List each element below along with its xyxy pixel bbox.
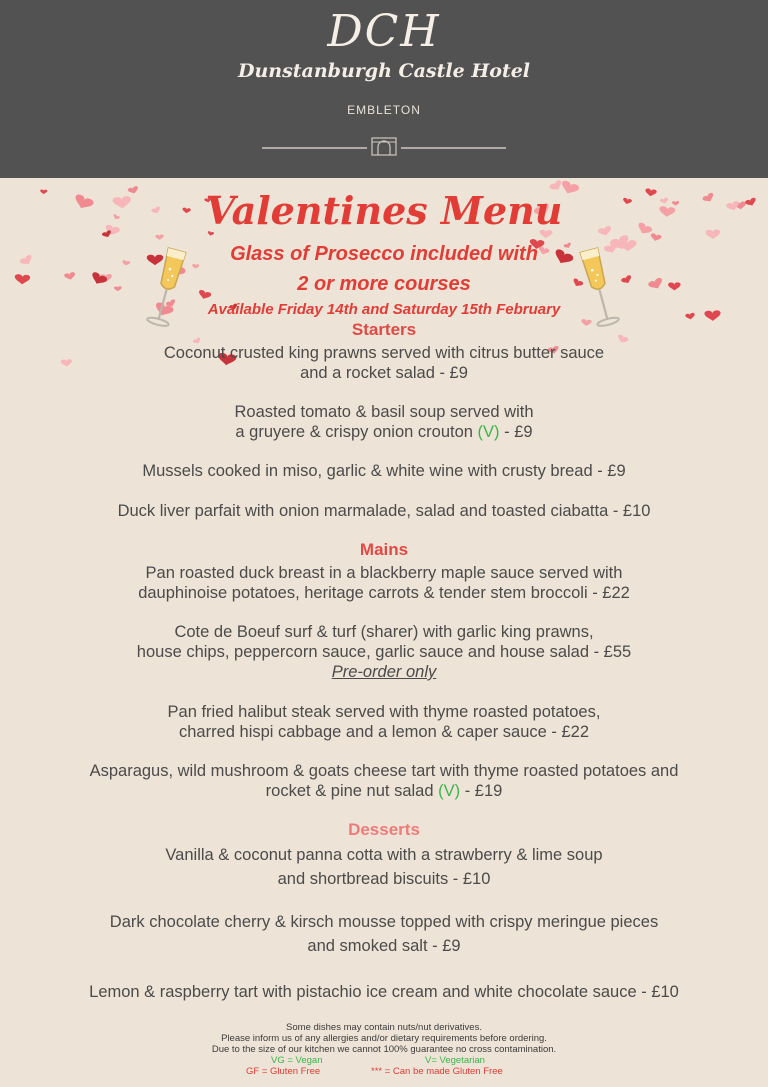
dish-line: Dark chocolate cherry & kirsch mousse topped with crispy meringue pieces [109, 913, 659, 931]
prosecco-offer-line-2: 2 or more courses [297, 273, 471, 295]
hotel-name: Dunstanburgh Castle Hotel [237, 60, 531, 82]
heart-icon [650, 233, 662, 242]
heart-icon [155, 234, 164, 240]
main-item [0, 761, 768, 801]
starter-item [0, 343, 768, 383]
availability-dates: Available Friday 14th and Saturday 15th February [207, 301, 561, 318]
dessert-item [0, 982, 768, 1002]
vegetarian-key: V= Vegetarian [425, 1055, 485, 1066]
dietary-key-row [0, 1066, 768, 1077]
dish-line: Pan roasted duck breast in a blackberry maple sauce served with [145, 564, 623, 582]
mains-heading: Mains [359, 540, 409, 559]
vegetarian-marker: (V) [438, 782, 461, 800]
champagne-glass-icon [575, 245, 623, 331]
dish-line: Lemon & raspberry tart with pistachio ice cream and white chocolate sauce - £10 [89, 983, 679, 1001]
hotel-logo-mark: DCH [327, 6, 441, 57]
main-item [0, 622, 768, 682]
champagne-glass-icon [143, 245, 191, 331]
desserts-heading: Desserts [348, 820, 420, 839]
dish-line: Roasted tomato & basil soup served with [234, 403, 534, 421]
dish-line: and smoked salt - £9 [307, 937, 461, 955]
starter-item [0, 501, 768, 521]
gluten-free-key: GF = Gluten Free [246, 1066, 321, 1077]
dessert-item [0, 843, 768, 891]
vegetarian-marker: (V) [477, 423, 500, 441]
dietary-key-row [0, 1055, 768, 1066]
hotel-header [0, 0, 768, 178]
dish-line: rocket & pine nut salad (V) - £19 [265, 782, 503, 800]
starter-item [0, 402, 768, 442]
dish-line: Coconut crusted king prawns served with citrus butter sauce [163, 344, 605, 362]
dish-line: house chips, peppercorn sauce, garlic sauce and house salad - £55 [136, 643, 632, 661]
dish-line: a gruyere & crispy onion crouton (V) - £9 [235, 423, 533, 441]
dish-line: Vanilla & coconut panna cotta with a strawberry & lime soup [165, 846, 603, 864]
dish-line: Cote de Boeuf surf & turf (sharer) with garlic king prawns, [174, 623, 594, 641]
dish-line: Duck liver parfait with onion marmalade, salad and toasted ciabatta - £10 [117, 502, 651, 520]
starter-item [0, 461, 768, 481]
castle-divider-icon [262, 136, 506, 156]
prosecco-offer-line-1: Glass of Prosecco included with [230, 243, 538, 265]
footer-line: Please inform us of any allergies and/or dietary requirements before ordering. [221, 1033, 547, 1044]
menu-title: Valentines Menu [205, 188, 563, 233]
starters-heading: Starters [351, 320, 417, 339]
dish-line: and shortbread biscuits - £10 [277, 870, 491, 888]
dish-line: charred hispi cabbage and a lemon & caper sauce - £22 [178, 723, 589, 741]
can-be-gluten-free-key: *** = Can be made Gluten Free [371, 1066, 503, 1077]
pre-order-note: Pre-order only [331, 663, 437, 681]
dish-line: and a rocket salad - £9 [300, 364, 468, 382]
dish-line: dauphinoise potatoes, heritage carrots & tender stem broccoli - £22 [138, 584, 630, 602]
main-item [0, 702, 768, 742]
dish-line: Asparagus, wild mushroom & goats cheese tart with thyme roasted potatoes and [89, 762, 679, 780]
allergy-footer [0, 1022, 768, 1077]
hotel-location: EMBLETON [347, 103, 421, 117]
footer-line: Due to the size of our kitchen we cannot 100% guarantee no cross contamination. [211, 1044, 557, 1055]
dish-line: Pan fried halibut steak served with thyme roasted potatoes, [167, 703, 601, 721]
main-item [0, 563, 768, 603]
footer-line: Some dishes may contain nuts/nut derivatives. [286, 1022, 482, 1033]
vegan-key: VG = Vegan [271, 1055, 323, 1066]
dessert-item [0, 910, 768, 958]
dish-line: Mussels cooked in miso, garlic & white wine with crusty bread - £9 [142, 462, 626, 480]
